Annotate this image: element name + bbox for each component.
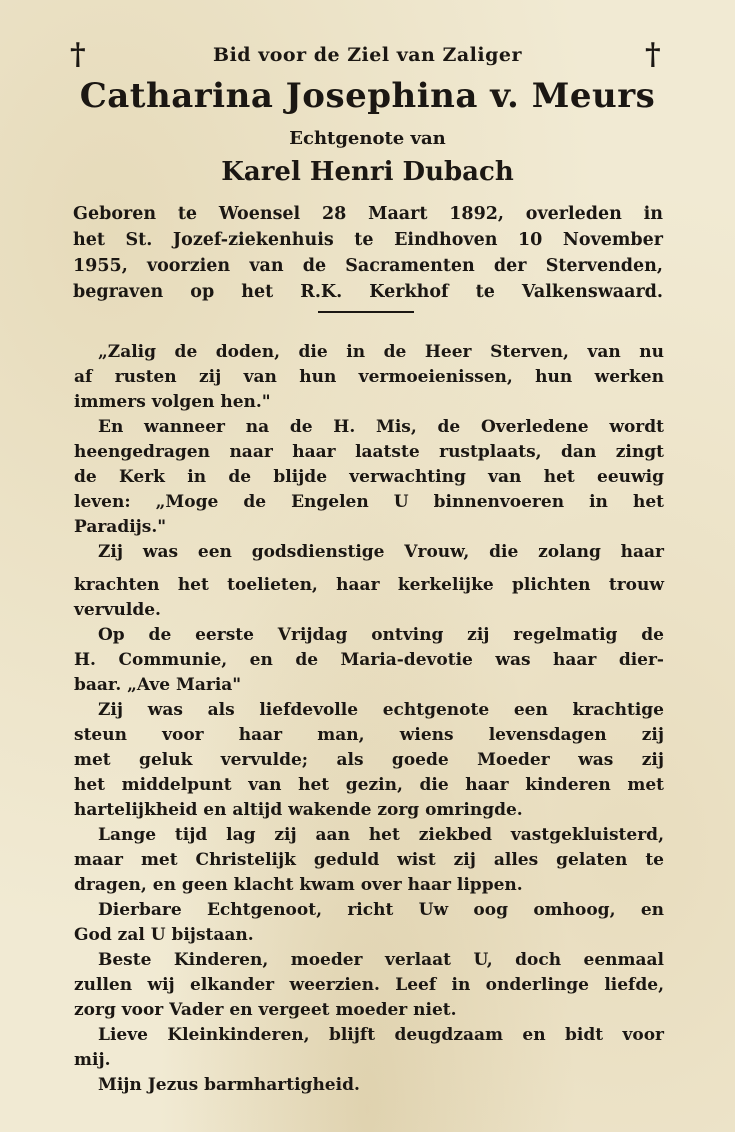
memorial-text <box>74 340 664 1098</box>
text-line: baar. „Ave Maria" <box>74 675 242 695</box>
bio-line: het St. Jozef-ziekenhuis te Eindhoven 10 November <box>73 230 663 250</box>
text-line: immers volgen hen." <box>74 392 271 412</box>
text-paragraph <box>74 823 664 898</box>
text-paragraph <box>74 340 664 415</box>
text-line: „Zalig de doden, die in de Heer Sterven, van nu <box>98 342 664 362</box>
bio-line: begraven op het R.K. Kerkhof te Valkenswaard. <box>73 282 663 302</box>
text-line: de Kerk in de blijde verwachting van het eeuwig <box>74 467 664 487</box>
text-line: Paradijs." <box>74 517 167 537</box>
text-paragraph <box>74 573 664 623</box>
spouse-label: Echtgenote van <box>289 128 446 149</box>
text-line: mij. <box>74 1050 111 1070</box>
text-line: zullen wij elkander weerzien. Leef in onderlinge liefde, <box>74 975 664 995</box>
text-paragraph <box>74 415 664 540</box>
text-line: zorg voor Vader en vergeet moeder niet. <box>74 1000 457 1020</box>
text-line: Mijn Jezus barmhartigheid. <box>98 1075 360 1095</box>
text-line: vervulde. <box>74 600 161 620</box>
text-line: hartelijkheid en altijd wakende zorg omringde. <box>74 800 523 820</box>
bio-line: 1955, voorzien van de Sacramenten der Stervenden, <box>73 256 663 276</box>
text-paragraph <box>74 698 664 823</box>
text-line: H. Communie, en de Maria-devotie was haar dier- <box>74 650 664 670</box>
text-line: krachten het toelieten, haar kerkelijke plichten trouw <box>74 575 664 595</box>
text-line: heengedragen naar haar laatste rustplaats, dan zingt <box>74 442 664 462</box>
text-paragraph <box>74 1023 664 1073</box>
cross-left-icon: † <box>70 37 86 72</box>
text-line: met geluk vervulde; als goede Moeder was zij <box>74 750 664 770</box>
text-line: leven: „Moge de Engelen U binnenvoeren in het <box>74 492 664 512</box>
text-paragraph <box>74 540 664 565</box>
text-line: Lieve Kleinkinderen, blijft deugdzaam en bidt voor <box>98 1025 664 1045</box>
text-line: Lange tijd lag zij aan het ziekbed vastgekluisterd, <box>98 825 664 845</box>
text-line: God zal U bijstaan. <box>74 925 254 945</box>
deceased-name: Catharina Josephina v. Meurs <box>79 76 656 116</box>
prayer-line: Bid voor de Ziel van Zaliger <box>213 44 522 66</box>
text-line: af rusten zij van hun vermoeienissen, hun werken <box>74 367 664 387</box>
text-paragraph <box>74 1073 664 1098</box>
cross-right-icon: † <box>645 37 661 72</box>
text-line: Beste Kinderen, moeder verlaat U, doch eenmaal <box>98 950 664 970</box>
text-paragraph <box>74 948 664 1023</box>
text-line: maar met Christelijk geduld wist zij alles gelaten te <box>74 850 664 870</box>
text-line: steun voor haar man, wiens levensdagen zij <box>74 725 664 745</box>
biography <box>73 201 663 305</box>
text-line: Dierbare Echtgenoot, richt Uw oog omhoog, en <box>98 900 664 920</box>
text-paragraph <box>74 898 664 948</box>
text-line: Zij was een godsdienstige Vrouw, die zolang haar <box>98 542 664 562</box>
text-paragraph <box>74 623 664 698</box>
text-line: En wanneer na de H. Mis, de Overledene wordt <box>98 417 664 437</box>
bio-line: Geboren te Woensel 28 Maart 1892, overleden in <box>73 204 663 224</box>
text-line: dragen, en geen klacht kwam over haar lippen. <box>74 875 523 895</box>
text-line: het middelpunt van het gezin, die haar kinderen met <box>74 775 664 795</box>
spouse-name: Karel Henri Dubach <box>221 157 514 187</box>
divider-line <box>318 311 414 313</box>
text-line: Op de eerste Vrijdag ontving zij regelmatig de <box>98 625 664 645</box>
text-line: Zij was als liefdevolle echtgenote een krachtige <box>98 700 664 720</box>
